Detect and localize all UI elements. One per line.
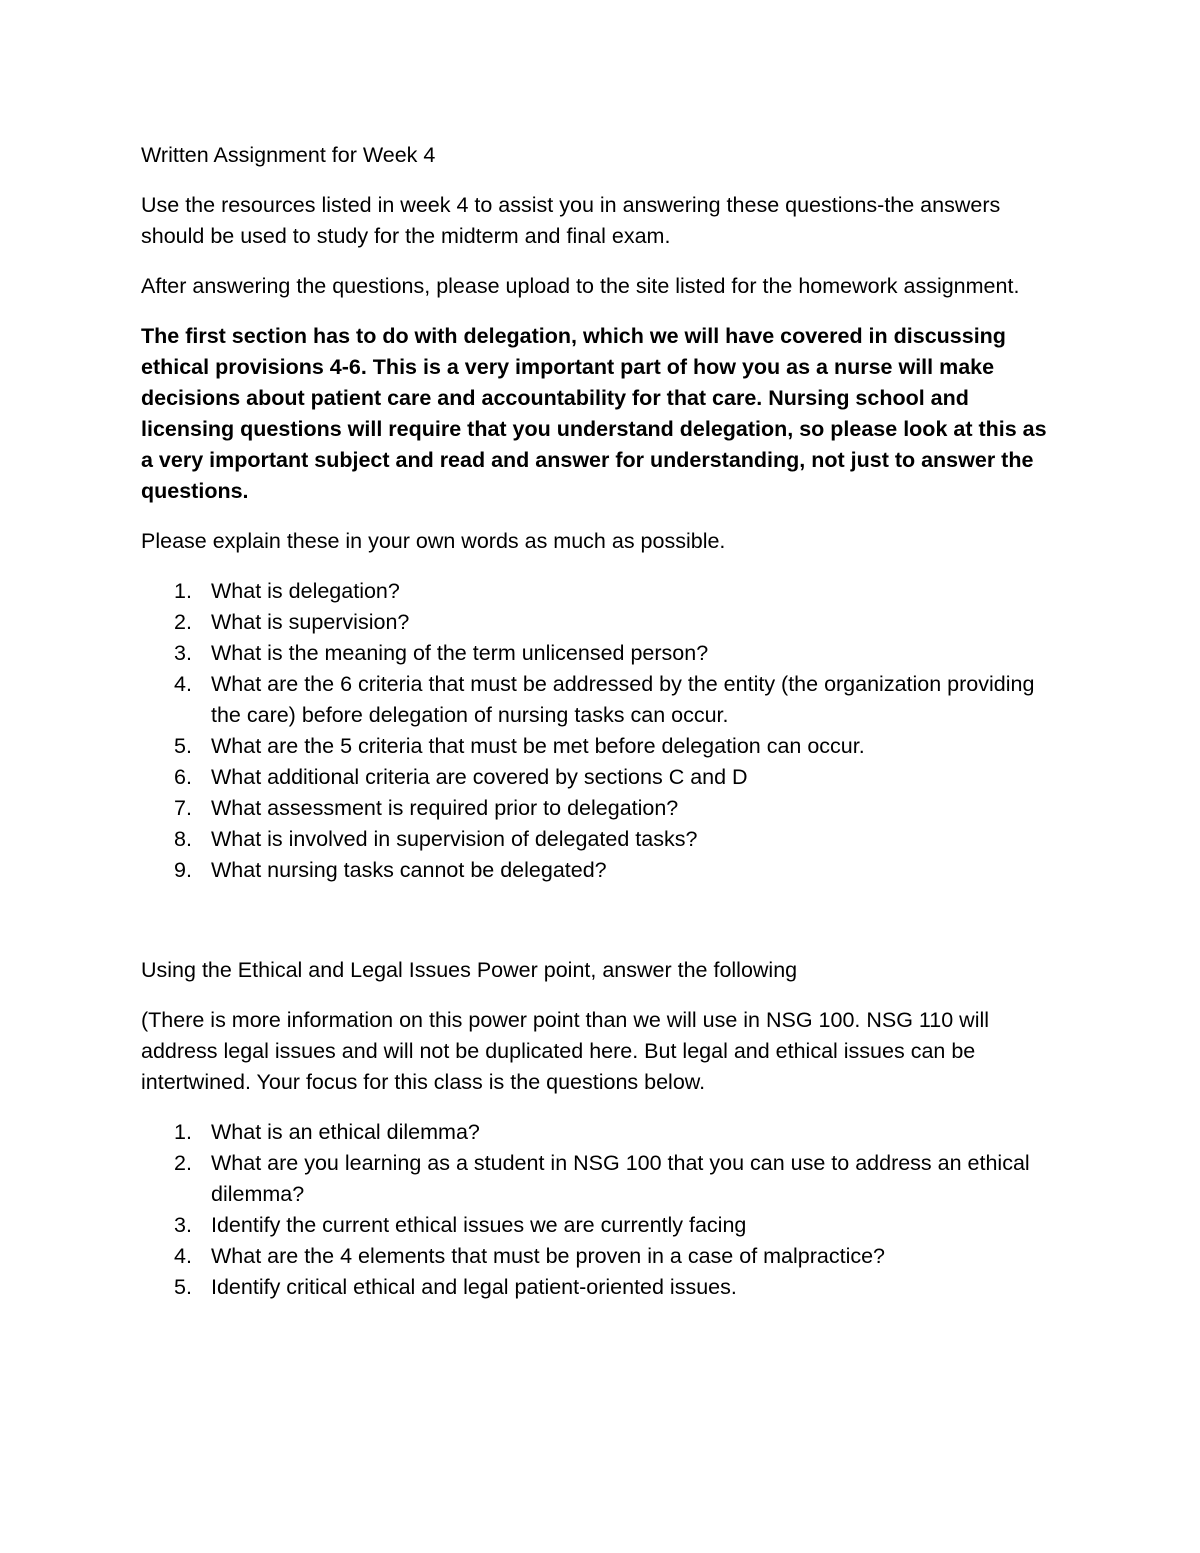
delegation-question-item <box>141 607 1061 638</box>
ethics-question-item <box>141 1148 1061 1210</box>
list-item-text: What nursing tasks cannot be delegated? <box>211 858 607 882</box>
delegation-question-item <box>141 762 1061 793</box>
delegation-question-item <box>141 669 1061 731</box>
list-item-number: 5. <box>174 1275 192 1299</box>
list-item-number: 1. <box>174 579 192 603</box>
list-item-text: What are the 5 criteria that must be met before delegation can occur. <box>211 734 865 758</box>
ethics-question-item <box>141 1210 1061 1241</box>
list-item-text: What is supervision? <box>211 610 410 634</box>
list-item-number: 7. <box>174 796 192 820</box>
section-spacer <box>141 886 1061 955</box>
section2-note: (There is more information on this power point than we will use in NSG 100. NSG 110 will address legal issues and will not be duplicated here. But legal and ethical issues can be intertwined. Your focus for this class is the questions below. <box>141 1008 990 1094</box>
ethics-question-item <box>141 1241 1061 1272</box>
list-item-number: 6. <box>174 765 192 789</box>
list-item-text: What additional criteria are covered by sections C and D <box>211 765 748 789</box>
document-content <box>141 140 1061 1303</box>
list-item-text: What is involved in supervision of delegated tasks? <box>211 827 698 851</box>
list-item-number: 4. <box>174 672 192 696</box>
delegation-question-item <box>141 638 1061 669</box>
delegation-notice: The first section has to do with delegation, which we will have covered in discussing ethical provisions 4-6. This is a very important part of how you as a nurse will make decisions about patient care and accountability for that care. Nursing school and licensing questions will require that you understand delegation, so please look at this as a very important subject and read and answer for understanding, not just to answer the questions. <box>141 324 1047 503</box>
list-item-text: What are you learning as a student in NSG 100 that you can use to address an ethical dilemma? <box>211 1151 1030 1206</box>
delegation-question-item <box>141 793 1061 824</box>
delegation-question-item <box>141 855 1061 886</box>
ethics-question-item <box>141 1117 1061 1148</box>
intro-paragraph-upload: After answering the questions, please upload to the site listed for the homework assignment. <box>141 274 1020 298</box>
list-item-number: 2. <box>174 1151 192 1175</box>
list-item-text: Identify critical ethical and legal patient-oriented issues. <box>211 1275 737 1299</box>
delegation-question-item <box>141 576 1061 607</box>
list-item-number: 2. <box>174 610 192 634</box>
list-item-text: What is an ethical dilemma? <box>211 1120 480 1144</box>
delegation-question-list <box>141 576 1061 886</box>
list-item-number: 3. <box>174 641 192 665</box>
section2-intro: Using the Ethical and Legal Issues Power point, answer the following <box>141 958 798 982</box>
list-item-number: 8. <box>174 827 192 851</box>
ethics-question-list <box>141 1117 1061 1303</box>
intro-paragraph-resources: Use the resources listed in week 4 to assist you in answering these questions-the answers should be used to study for the midterm and final exam. <box>141 193 1001 248</box>
list-item-text: What is delegation? <box>211 579 400 603</box>
list-item-number: 9. <box>174 858 192 882</box>
list-item-text: Identify the current ethical issues we are currently facing <box>211 1213 747 1237</box>
list-item-number: 4. <box>174 1244 192 1268</box>
list-item-text: What is the meaning of the term unlicensed person? <box>211 641 709 665</box>
ethics-question-item <box>141 1272 1061 1303</box>
document-title: Written Assignment for Week 4 <box>141 143 436 167</box>
list-item-text: What are the 4 elements that must be proven in a case of malpractice? <box>211 1244 886 1268</box>
list-item-text: What are the 6 criteria that must be addressed by the entity (the organization providing the care) before delegation of nursing tasks can occur. <box>211 672 1035 727</box>
list-item-text: What assessment is required prior to delegation? <box>211 796 679 820</box>
delegation-question-item <box>141 824 1061 855</box>
list-item-number: 5. <box>174 734 192 758</box>
list-item-number: 3. <box>174 1213 192 1237</box>
explain-prompt: Please explain these in your own words as much as possible. <box>141 529 726 553</box>
delegation-question-item <box>141 731 1061 762</box>
list-item-number: 1. <box>174 1120 192 1144</box>
